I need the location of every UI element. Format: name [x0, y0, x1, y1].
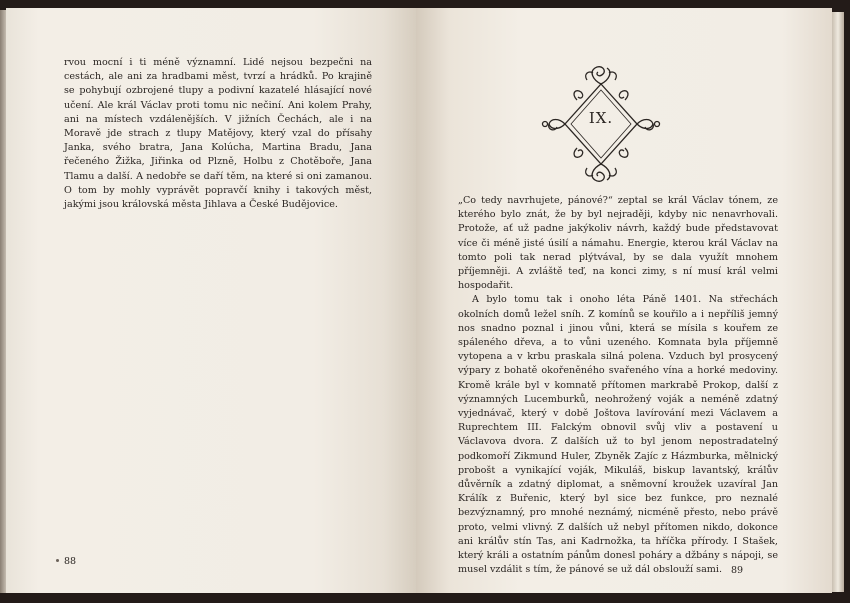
right-page-number: 89 — [731, 565, 744, 576]
right-paragraph: A bylo tomu tak i onoho léta Páně 1401. Na střechách okolních domů ležel sníh. Z komínů se kouřilo a i nepříliš jemný nos snadno poznal i jinou vůni, která se mísila s kouřem ze spáleného dřeva, a to vůni uzeného. Komnata byla příjemně vytopena a v krbu praskala silná polena. Vzduch byl prosycený výpary z bohatě okořeněného svařeného vína a horké medoviny. Kromě krále byl v komnatě přítomen markrabě Prokop, další z významných Lucemburků, neohrožený voják a neméně zdatný vyjednávač, který v době Joštova lavírování mezi Václavem a Ruprechtem III. Falckým obnovil svůj vliv a postavení u Václavova dvora. Z dalších už to byl jenom nepostradatelný podkomoří Zikmund Huler, Zbyněk Zajíc z Házmburka, mělnický probošt a vynikající voják, Mikuláš, biskup lavantský, králův důvěrník a zdatný diplomat, a sněmovní kroužek uzavíral Jan Králík z Buřenic, který byl sice bez funkce, pro neznalé bezvýznamný, pro mnohé neznámý, nicméně přesto, nebo právě proto, velmi vlivný. Z dalších už nebyl přítomen nikdo, dokonce ani králův stín Tas, ani Kadrnožka, ta hříčka přírody. I Stašek, který králi a ostatním pánům donesl poháry a džbány s nápoji, se musel vzdálit s tím, že pánové se už dál obslouží sami. — [458, 294, 778, 576]
chapter-number: IX. — [588, 109, 614, 127]
left-page-text — [64, 56, 372, 212]
paper-speck — [56, 559, 59, 562]
left-page-number: 88 — [64, 556, 77, 567]
right-page — [416, 8, 832, 593]
left-page — [6, 8, 416, 593]
left-paragraph: rvou mocní i ti méně významní. Lidé nejsou bezpečni na cestách, ale ani za hradbami měst, tvrzí a hrádků. Po krajině se pohybují ozbrojené tlupy a podivní kazatelé hlásající nové učení. Ale král Václav proti tomu nic nečiní. Ani kolem Prahy, ani na místech vzdálenějších. V jižních Čechách, ale i na Moravě jde strach z tlupy Matějovy, který vzal do přísahy Janka, svého bratra, Jana Kolúcha, Martina Bradu, Jana řečeného Žižka, Jiřinka od Plzně, Holbu z Chotěboře, Jana Tlamu a další. A nedobře se daří těm, na které si oni zamanou. O tom by mohly vyprávět popravčí knihy i takových měst, jakými jsou královská města Jihlava a České Budějovice. — [64, 57, 372, 211]
right-page-edge — [832, 12, 844, 592]
right-page-text — [458, 194, 778, 577]
right-paragraph: „Co tedy navrhujete, pánové?“ zeptal se král Václav tónem, ze kterého bylo znát, že by byl nejraději, kdyby nic nenavrhovali. Protože, ať už padne jakýkoliv návrh, každý bude představovat více či méně jisté úsilí a námahu. Energie, kterou král Václav na tomto poli tak nerad plýtvával, by se dala využít mnohem příjemněji. A zvláště teď, na konci zimy, s ní musí král velmi hospodařit. — [458, 195, 778, 292]
